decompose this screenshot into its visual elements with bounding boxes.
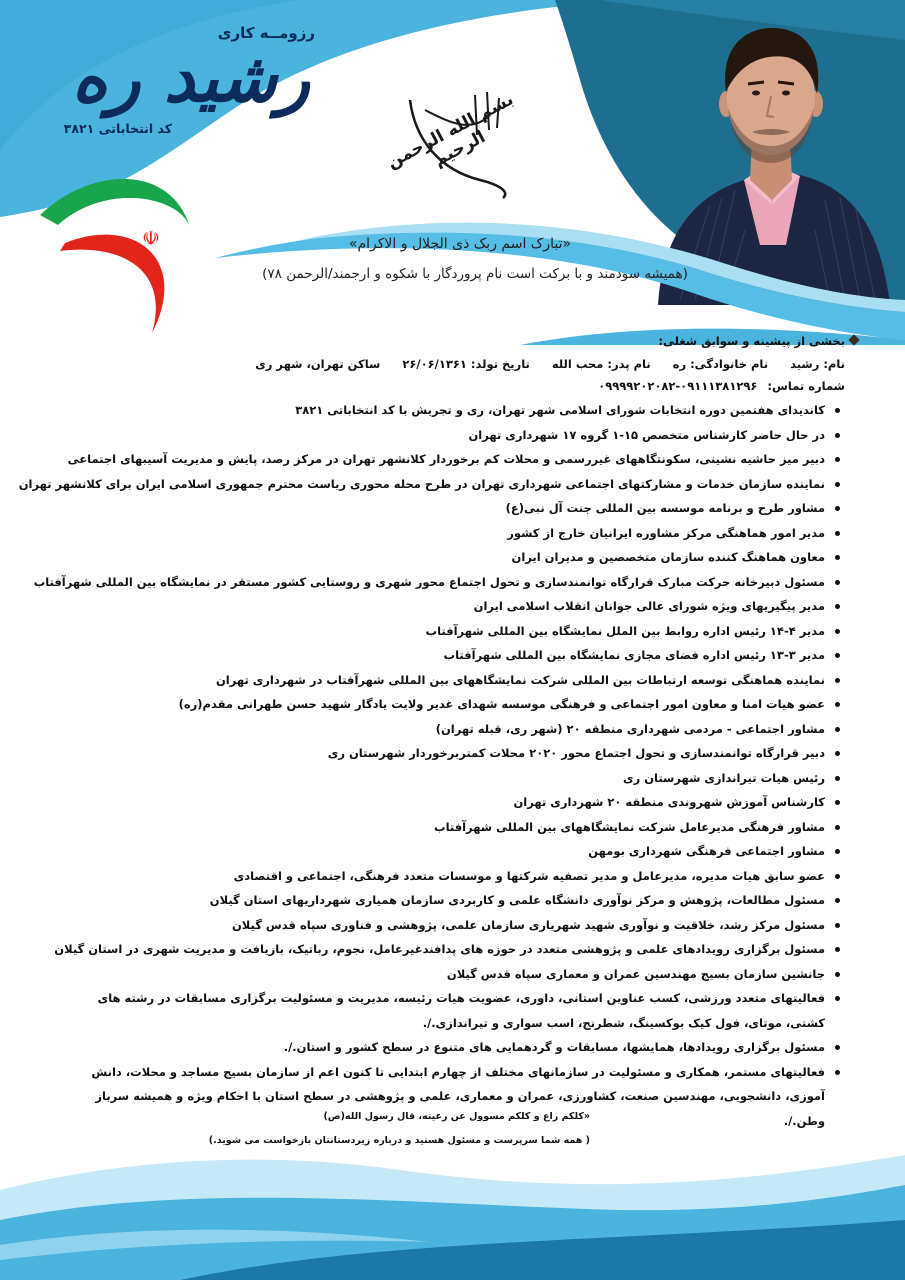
hadith-translation: ( همه شما سرپرست و مسئول هستید و درباره زیردستانتان بازخواست می شوید.) [208, 1135, 590, 1146]
resume-item: مدیر پیگیریهای ویژه شورای عالی جوانان انقلاب اسلامی ایران [73, 594, 843, 619]
first-name: نام: رشید [790, 357, 845, 371]
resume-item: مشاور اجتماعی فرهنگی شهرداری بومهن [73, 839, 843, 864]
election-code: کد انتخاباتی ۳۸۲۱ [63, 121, 172, 136]
resume-item: در حال حاضر کارشناس متخصص ۱۵-۱ گروه ۱۷ شهرداری تهران [73, 423, 843, 448]
verse-translation: (همیشه سودمند و با برکت است نام پروردگار با شکوه و ارجمند/الرحمن ۷۸) [262, 266, 688, 282]
resume-item: جانشین سازمان بسیج مهندسین عمران و معماری سپاه قدس گیلان [73, 962, 843, 987]
resume-item: کارشناس آموزش شهروندی منطقه ۲۰ شهرداری تهران [73, 790, 843, 815]
resume-item: نماینده سازمان خدمات و مشارکتهای اجتماعی شهرداری تهران در طرح محله محوری ریاست محترم جمهوری اسلامی ایران برای کلانشهر تهران [73, 472, 843, 497]
resume-item: معاون هماهنگ کننده سازمان متخصصین و مدیران ایران [73, 545, 843, 570]
resume-subtitle: رزومــه کاری [217, 24, 315, 42]
hadith-quote: «کلکم راع و کلکم مسوول عن رعیته، قال رسول الله(ص) [323, 1111, 590, 1122]
resume-item: مسئول دبیرخانه حرکت مبارک قرارگاه توانمندسازی و تحول اجتماع محور شهری و روستایی کشور مستقر در نمایشگاه بین المللی شهرآفتاب [73, 570, 843, 595]
personal-info [65, 354, 845, 374]
resume-item: مسئول برگزاری رویدادها، همایشها، مسابقات و گردهمایی های متنوع در سطح کشور و استان./. [73, 1035, 843, 1060]
resume-item: مسئول برگزاری رویدادهای علمی و پژوهشی متعدد در حوزه های پدافندغیرعامل، نجوم، رباتیک، بازیافت و مدیریت شهری در استان گیلان [73, 937, 843, 962]
resume-item: مسئول مطالعات، پژوهش و مرکز نوآوری دانشگاه علمی و کاربردی سازمان همیاری شهرداریهای استان گیلان [73, 888, 843, 913]
resume-item: نماینده هماهنگی توسعه ارتباطات بین المللی شرکت نمایشگاههای بین المللی شهرآفتاب در شهرداری تهران [73, 668, 843, 693]
resume-item: مدیر امور هماهنگی مرکز مشاوره ایرانیان خارج از کشور [73, 521, 843, 546]
resume-item: مشاور اجتماعی - مردمی شهرداری منطقه ۲۰ (شهر ری، قبله تهران) [73, 717, 843, 742]
resume-item: عضو هیات امنا و معاون امور اجتماعی و فرهنگی موسسه شهدای غدیر ولایت یادگار شهید حسن طهرانی مقدم(ره) [73, 692, 843, 717]
resume-item: مدیر ۴-۱۴ رئیس اداره روابط بین الملل نمایشگاه بین المللی شهرآفتاب [73, 619, 843, 644]
resume-item: مدیر ۳-۱۳ رئیس اداره فضای مجازی نمایشگاه بین المللی شهرآفتاب [73, 643, 843, 668]
section-title: بخشی از پیشینه و سوابق شغلی: [658, 334, 845, 348]
residence: ساکن تهران، شهر ری [255, 357, 381, 371]
resume-item: دبیر میز حاشیه نشینی، سکونتگاههای غیررسمی و محلات کم برخوردار کلانشهر تهران در مرکز رصد، پایش و مدیریت آسیبهای اجتماعی [73, 447, 843, 472]
candidate-name-title: رشید ره [71, 39, 310, 118]
resume-items-list [18, 398, 843, 1133]
verse-arabic: «تبارک اسم ربک ذی الجلال و الاکرام» [348, 236, 572, 252]
iran-flag-ribbon [30, 165, 210, 340]
bismillah-text: بسم الله الرحمن الرحیم [383, 89, 517, 173]
resume-item: کاندیدای هفتمین دوره انتخابات شورای اسلامی شهر تهران، ری و تجریش با کد انتخاباتی ۳۸۲۱ [73, 398, 843, 423]
resume-item: فعالیتهای متعدد ورزشی، کسب عناوین استانی، داوری، عضویت هیات رئیسه، مدیریت و مسئولیت برگزاری مسابقات در رشته های کشتی، موتای، فول کیک بوکسینگ، شطرنج، اسب سواری و تیراندازی./. [73, 986, 843, 1035]
phone-number: ۰۹۹۹۹۲۰۲۰۸۲-۰۹۱۱۱۳۸۱۲۹۶ [598, 379, 758, 393]
resume-item: مشاور فرهنگی مدیرعامل شرکت نمایشگاههای بین المللی شهرآفتاب [73, 815, 843, 840]
contact-label: شماره تماس: [767, 379, 845, 393]
last-name: نام خانوادگی: ره [672, 357, 769, 371]
resume-item: فعالیتهای مستمر، همکاری و مسئولیت در سازمانهای مختلف از چهارم ابتدایی تا کنون اعم از سازمان بسیج مساجد و محلات، دانش آموزی، دانشجویی، مهندسین صنعت، کشاورزی، عمران و معماری، علمی و پژوهشی در سطح استان با احکام ویژه و همیشه سرباز وطن./. [73, 1060, 843, 1134]
resume-item: مسئول مرکز رشد، خلاقیت و نوآوری شهید شهریاری سازمان علمی، پژوهشی و فناوری سپاه قدس گیلان [73, 913, 843, 938]
birth-date: تاریخ تولد: ۲۶/۰۶/۱۳۶۱ [402, 357, 530, 371]
resume-item: دبیر قرارگاه توانمندسازی و تحول اجتماع محور ۲۰۲۰ محلات کمتربرخوردار شهرستان ری [73, 741, 843, 766]
resume-item: عضو سابق هیات مدیره، مدیرعامل و مدیر تصفیه شرکتها و موسسات متعدد فرهنگی، اجتماعی و اقتصادی [73, 864, 843, 889]
resume-item: رئیس هیات تیراندازی شهرستان ری [73, 766, 843, 791]
iran-emblem-icon: ☫ [142, 226, 160, 250]
contact-line [65, 376, 845, 396]
footer-background [0, 1150, 905, 1280]
bismillah-calligraphy [385, 80, 525, 200]
father-name: نام پدر: محب الله [551, 357, 651, 371]
resume-item: مشاور طرح و برنامه موسسه بین المللی جنت آل نبی(ع) [73, 496, 843, 521]
